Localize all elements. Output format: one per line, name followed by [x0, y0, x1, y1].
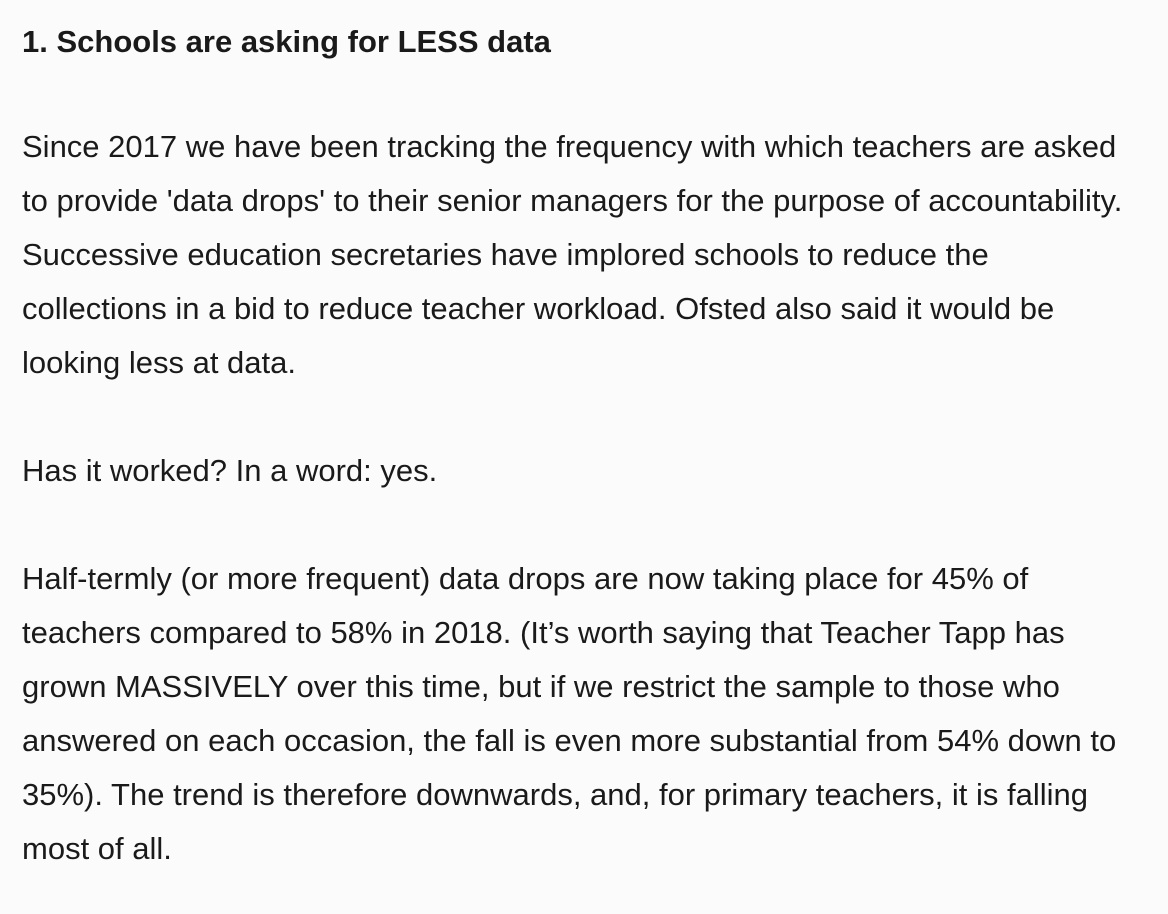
article-body — [22, 18, 1142, 876]
section-heading: 1. Schools are asking for LESS data — [22, 24, 551, 59]
paragraph-question: Has it worked? In a word: yes. — [22, 453, 438, 488]
paragraph-intro: Since 2017 we have been tracking the frequency with which teachers are asked to provide 'data drops' to their senior managers for the purpose of accountability. Successive education secretaries have implored schools to reduce the collections in a bid to reduce teacher workload. Ofsted also said it would be looking less at data. — [22, 129, 1123, 380]
paragraph-findings: Half-termly (or more frequent) data drops are now taking place for 45% of teachers compared to 58% in 2018. (It’s worth saying that Teacher Tapp has grown MASSIVELY over this time, but if we restrict the sample to those who answered on each occasion, the fall is even more substantial from 54% down to 35%). The trend is therefore downwards, and, for primary teachers, it is falling most of all. — [22, 561, 1117, 866]
